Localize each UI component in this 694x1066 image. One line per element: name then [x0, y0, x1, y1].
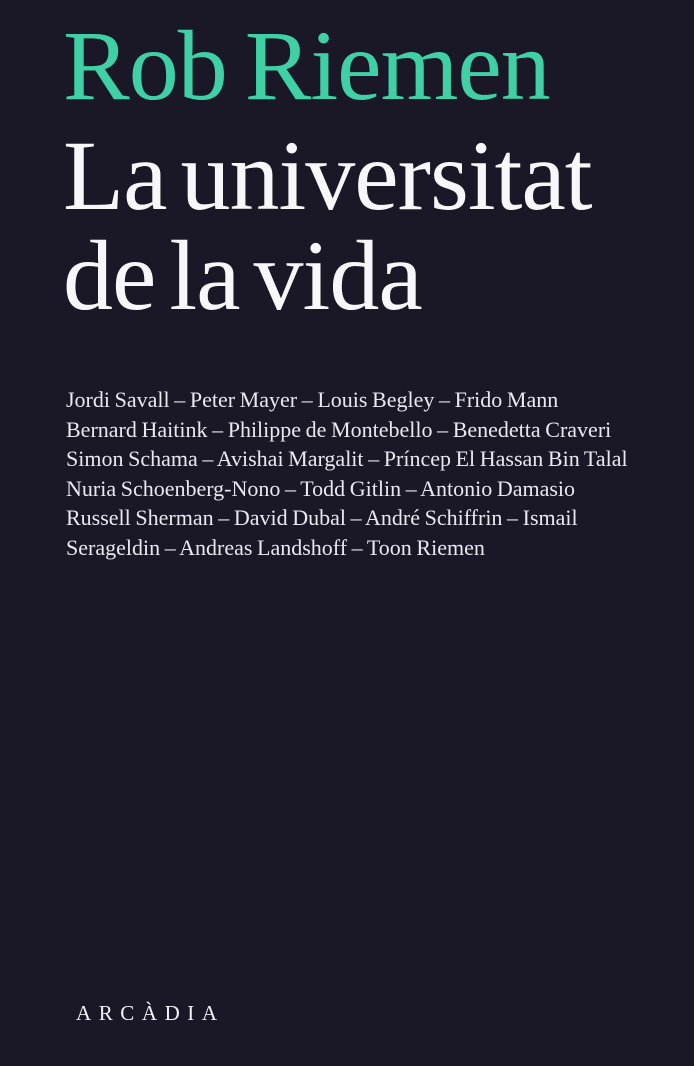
title-line-2: de la vida	[63, 220, 422, 331]
contributors-line-4: Nuria Schoenberg-Nono – Todd Gitlin – Antonio Damasio	[66, 475, 576, 501]
contributors-line-3: Simon Schama – Avishai Margalit – Príncep El Hassan Bin Talal	[66, 446, 628, 471]
contributors-line-2: Bernard Haitink – Philippe de Montebello – Benedetta Craveri	[66, 416, 612, 442]
contributors-line-1: Jordi Savall – Peter Mayer – Louis Begley – Frido Mann	[66, 387, 559, 412]
contributors-list	[66, 385, 628, 562]
contributors-line-5: Russell Sherman – David Dubal – André Schiffrin – Ismail	[66, 505, 578, 530]
book-title	[63, 120, 592, 331]
contributors-line-6: Serageldin – Andreas Landshoff – Toon Riemen	[66, 534, 485, 560]
author-name: Rob Riemen	[63, 10, 550, 121]
title-line-1: La universitat	[63, 120, 592, 231]
publisher-wordmark: ARCÀDIA	[76, 1001, 225, 1025]
